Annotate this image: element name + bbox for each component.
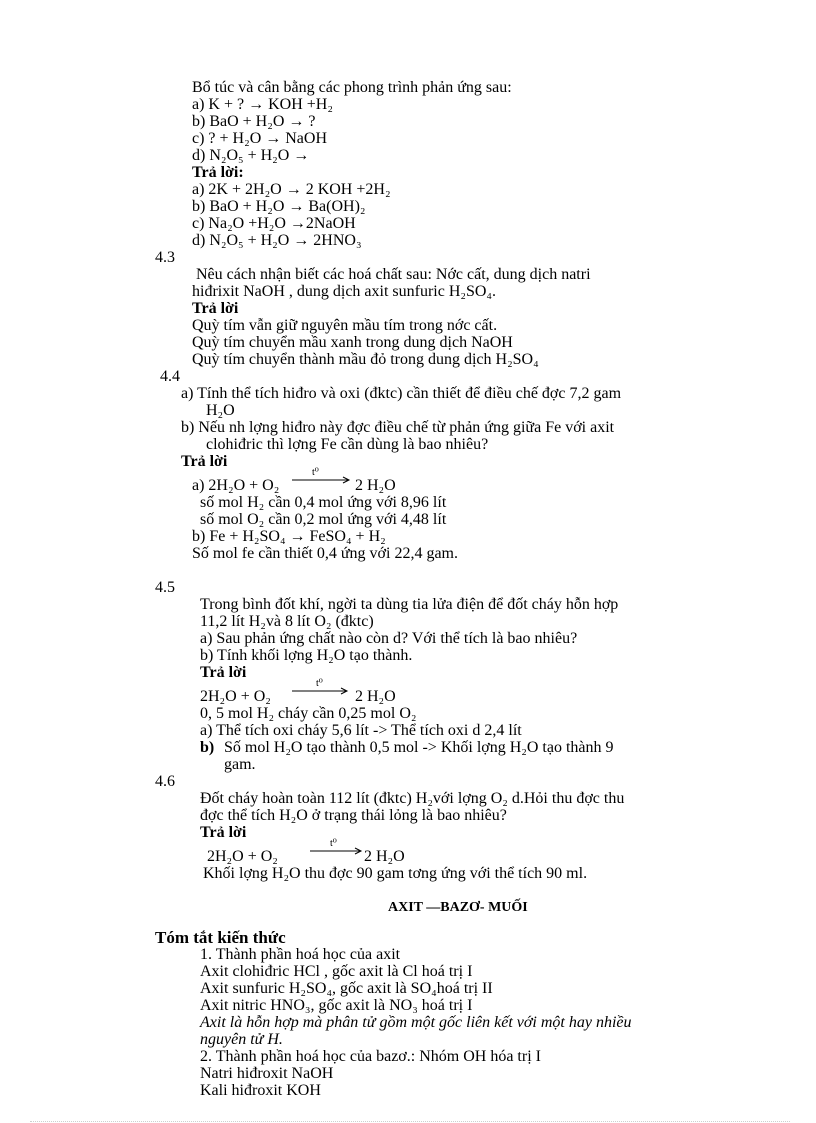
question-line: hiđrixit NaOH , dung dịch axit sunfuric H₂SO₄. — [192, 283, 497, 300]
exercise-number: 4.3 — [155, 249, 175, 266]
answer-a: a) 2K + 2H₂O → 2 KOH +2H₂ — [192, 181, 391, 198]
question-line: 11,2 lít H₂và 8 lít O₂ (đktc) — [200, 613, 374, 630]
heat-arrow — [292, 679, 352, 695]
arrow-icon — [292, 679, 352, 695]
equation-right: 2 H₂O — [364, 848, 405, 865]
answer-label: Trả lời — [200, 664, 247, 681]
answer-line: Quỳ tím vẫn giữ nguyên mầu tím trong nớc cất. — [192, 317, 498, 334]
answer-b-label: b) — [200, 739, 215, 756]
answer-line: Quỳ tím chuyển thành mầu đỏ trong dung dịch H₂SO₄ — [192, 351, 539, 368]
question-a-cont: H₂O — [206, 402, 235, 419]
heat-label: t⁰ — [316, 678, 323, 689]
arrow-icon — [292, 468, 352, 484]
equation-right: 2 H₂O — [355, 477, 396, 494]
answer-line: số mol H₂ cần 0,4 mol ứng với 8,96 lít — [200, 494, 447, 511]
heat-label: t⁰ — [330, 838, 337, 849]
answer-b-cont: gam. — [224, 756, 256, 773]
answer-a: a) Thể tích oxi cháy 5,6 lít -> Thể tích oxi d 2,4 lít — [200, 722, 522, 739]
answer-label: Trả lời — [200, 824, 247, 841]
question-d: d) N₂O₅ + H₂O → — [192, 147, 310, 164]
answer-line: Quỳ tím chuyển mầu xanh trong dung dịch NaOH — [192, 334, 513, 351]
summary-line: 1. Thành phần hoá học của axit — [200, 946, 401, 963]
answer-b: b) BaO + H₂O → Ba(OH)₂ — [192, 198, 366, 215]
question-b-cont: clohiđric thì lợng Fe cần dùng là bao nhiêu? — [206, 436, 489, 453]
heat-arrow — [292, 468, 352, 484]
equation-right: 2 H₂O — [355, 688, 396, 705]
answer-line: 0, 5 mol H₂ cháy cần 0,25 mol O₂ — [200, 705, 417, 722]
summary-line: Kali hiđroxit KOH — [200, 1082, 321, 1099]
question-line: đợc thể tích H₂O ở trạng thái lỏng là bao nhiêu? — [200, 807, 507, 824]
answer-c: c) Na₂O +H₂O →2NaOH — [192, 215, 356, 232]
equation-left: 2H₂O + O₂ — [200, 688, 271, 705]
question-line: Đốt cháy hoàn toàn 112 lít (đktc) H₂với lợng O₂ d.Hỏi thu đợc thu — [200, 790, 625, 807]
heat-label: t⁰ — [312, 467, 319, 478]
exercise-number: 4.4 — [160, 368, 180, 385]
summary-line: Axit sunfuric H₂SO₄, gốc axit là SO₄hoá trị II — [200, 980, 493, 997]
answer-label: Trả lời: — [192, 164, 244, 181]
summary-line: Axit nitric HNO₃, gốc axit là NO₃ hoá trị I — [200, 997, 473, 1014]
equation-left: 2H₂O + O₂ — [207, 848, 278, 865]
question-line: Trong bình đốt khí, ngời ta dùng tia lửa điện để đốt cháy hỗn hợp — [200, 596, 619, 613]
answer-line: số mol O₂ cần 0,2 mol ứng với 4,48 lít — [200, 511, 447, 528]
answer-line: b) Fe + H₂SO₄ → FeSO₄ + H₂ — [192, 528, 386, 545]
arrow-icon — [310, 839, 370, 855]
answer-line: Khối lợng H₂O thu đợc 90 gam tơng ứng với thể tích 90 ml. — [203, 865, 588, 882]
exercise-number: 4.6 — [155, 773, 175, 790]
question-b: b) Tính khối lợng H₂O tạo thành. — [200, 647, 413, 664]
summary-line: 2. Thành phần hoá học của bazơ.: Nhóm OH hóa trị I — [200, 1048, 541, 1065]
question-b: b) Nếu nh lợng hiđro này đợc điều chế từ phản ứng giữa Fe với axit — [181, 419, 615, 436]
exercise-number: 4.5 — [155, 579, 175, 596]
definition-line: nguyên tử H. — [200, 1031, 283, 1048]
question-a: a) K + ? → KOH +H₂ — [192, 96, 333, 113]
question-c: c) ? + H₂O → NaOH — [192, 130, 328, 147]
section-heading: AXIT —BAZƠ- MUỐI — [388, 900, 528, 915]
definition-line: Axit là hỗn hợp mà phân tử gồm một gốc liên kết với một hay nhiều — [200, 1014, 632, 1031]
answer-b: Số mol H₂O tạo thành 0,5 mol -> Khối lợng H₂O tạo thành 9 — [224, 739, 614, 756]
summary-line: Axit clohiđric HCl , gốc axit là Cl hoá trị I — [200, 963, 473, 980]
page-bottom-rule — [30, 1121, 790, 1122]
summary-heading: Tóm tắt kiến thức — [155, 928, 286, 947]
equation-left: a) 2H₂O + O₂ — [192, 477, 280, 494]
heat-arrow — [310, 839, 370, 855]
answer-line: Số mol fe cần thiết 0,4 ứng với 22,4 gam. — [192, 545, 458, 562]
exercise-prompt: Bổ túc và cân bằng các phong trình phản ứng sau: — [192, 79, 512, 96]
question-line: Nêu cách nhận biết các hoá chất sau: Nớc cất, dung dịch natri — [196, 266, 591, 283]
answer-label: Trả lời — [181, 453, 228, 470]
summary-line: Natri hiđroxit NaOH — [200, 1065, 334, 1082]
question-a: a) Sau phản ứng chất nào còn d? Với thể tích là bao nhiêu? — [200, 630, 578, 647]
answer-d: d) N₂O₅ + H₂O → 2HNO₃ — [192, 232, 362, 249]
question-b: b) BaO + H₂O → ? — [192, 113, 316, 130]
answer-label: Trả lời — [192, 300, 239, 317]
question-a: a) Tính thể tích hiđro và oxi (đktc) cần thiết để điều chế đợc 7,2 gam — [181, 385, 622, 402]
